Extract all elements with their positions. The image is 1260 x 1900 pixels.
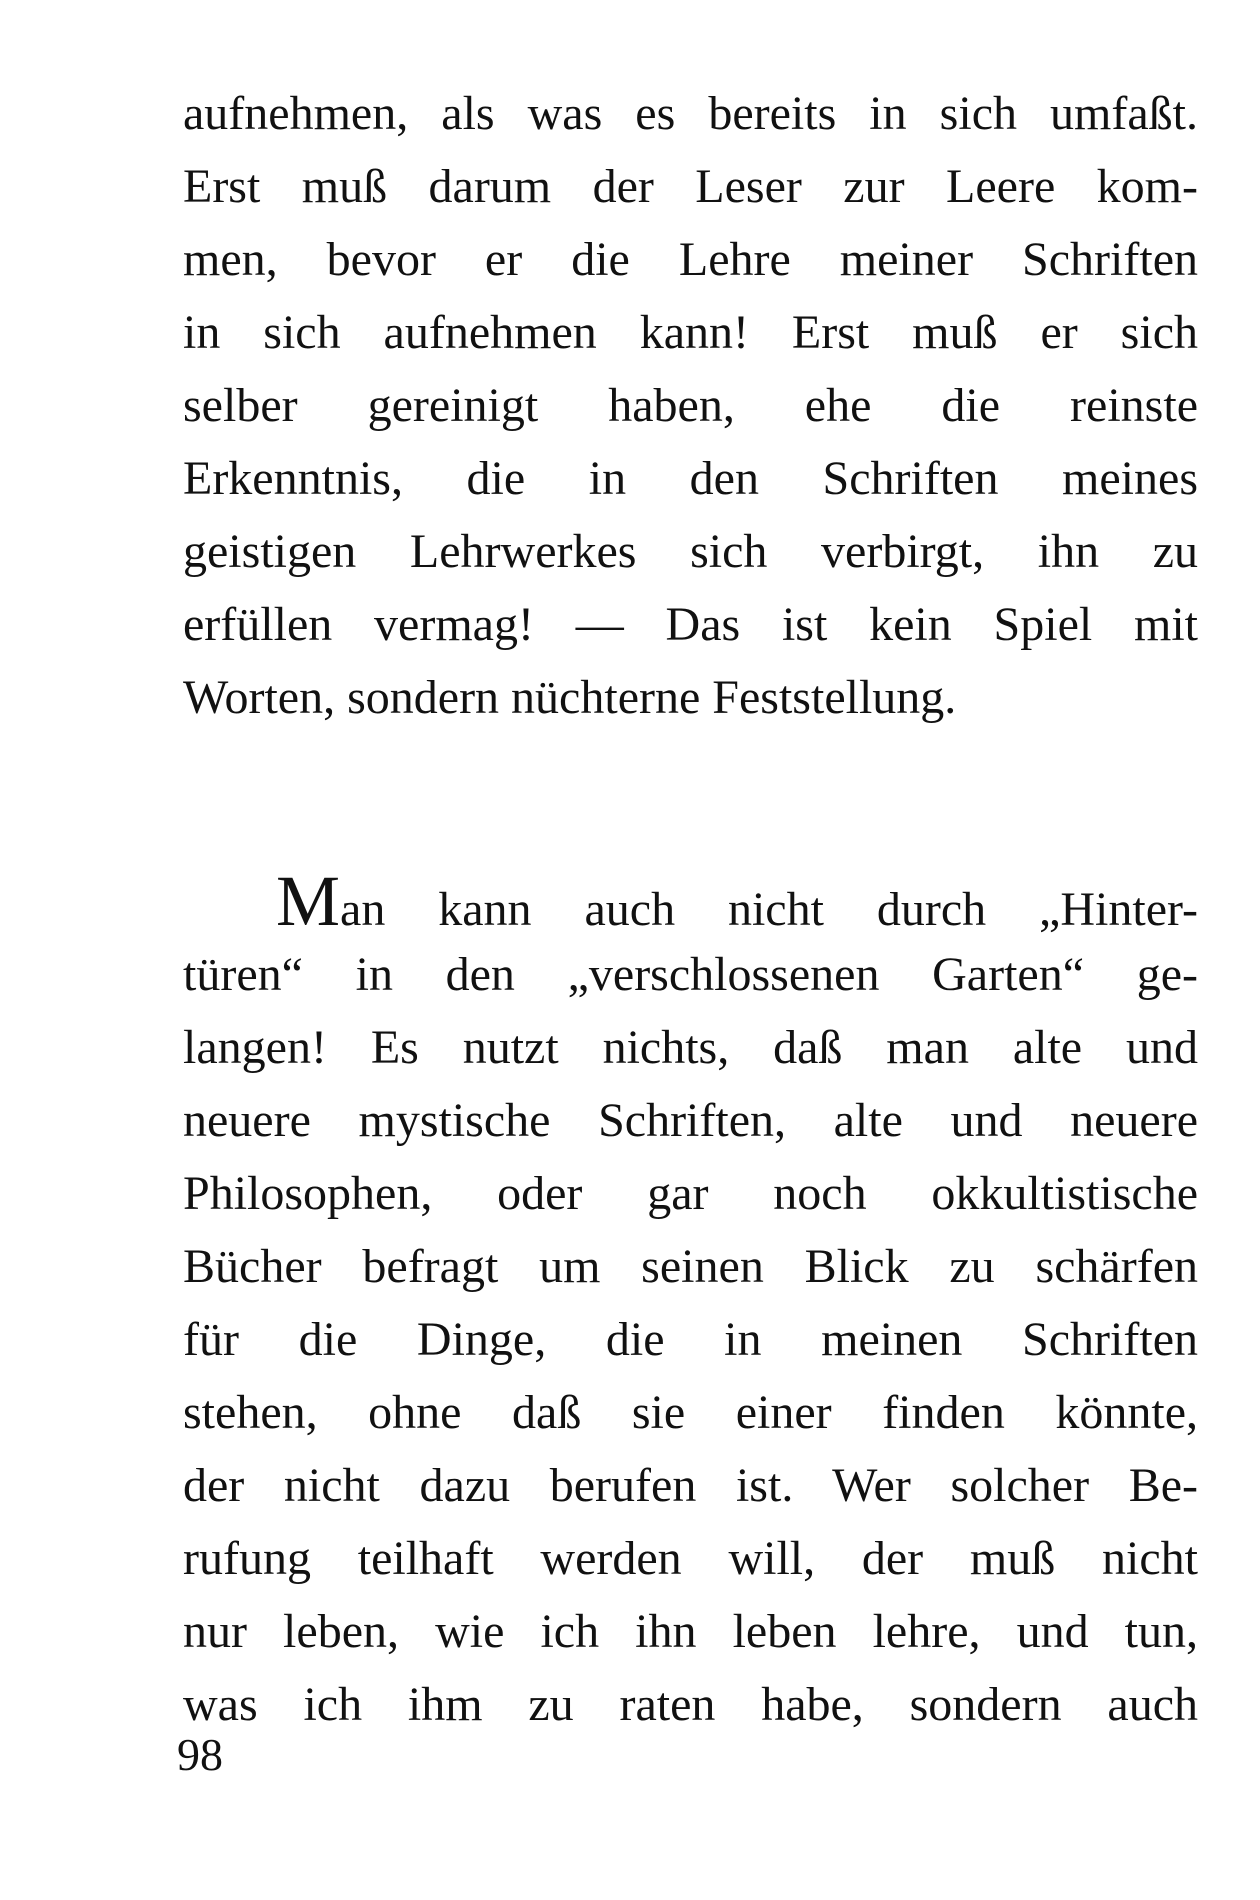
text-line: erfüllen vermag! — Das ist kein Spiel mit: [183, 598, 1198, 651]
text-line: rufung teilhaft werden will, der muß nicht: [183, 1532, 1198, 1585]
page-number: 98: [177, 1729, 223, 1780]
paragraph-1: [183, 77, 1198, 734]
first-text-line: [183, 861, 1198, 941]
text-line: stehen, ohne daß sie einer finden könnte,: [183, 1386, 1198, 1439]
first-line-rest: an kann auch nicht durch „Hinter-: [340, 883, 1198, 936]
text-line: Bücher befragt um seinen Blick zu schärfen: [183, 1240, 1198, 1293]
text-line: Philosophen, oder gar noch okkultistische: [183, 1167, 1198, 1220]
paragraph-2: [183, 861, 1198, 1741]
text-line: Worten, sondern nüchterne Feststellung.: [183, 671, 957, 724]
text-line: Erst muß darum der Leser zur Leere kom-: [183, 160, 1198, 213]
text-line: men, bevor er die Lehre meiner Schriften: [183, 233, 1198, 286]
text-line: der nicht dazu berufen ist. Wer solcher Be-: [183, 1459, 1198, 1512]
text-line: langen! Es nutzt nichts, daß man alte und: [183, 1021, 1198, 1074]
initial-letter: M: [276, 861, 341, 941]
text-line: Erkenntnis, die in den Schriften meines: [183, 452, 1198, 505]
text-line: neuere mystische Schriften, alte und neuere: [183, 1094, 1198, 1147]
text-line: in sich aufnehmen kann! Erst muß er sich: [183, 306, 1198, 359]
text-line: türen“ in den „verschlossenen Garten“ ge-: [183, 948, 1198, 1001]
text-line: nur leben, wie ich ihn leben lehre, und tun,: [183, 1605, 1198, 1658]
text-line: für die Dinge, die in meinen Schriften: [183, 1313, 1198, 1366]
text-line: selber gereinigt haben, ehe die reinste: [183, 379, 1198, 432]
text-line: was ich ihm zu raten habe, sondern auch: [183, 1678, 1198, 1731]
text-line: geistigen Lehrwerkes sich verbirgt, ihn zu: [183, 525, 1198, 578]
text-line: aufnehmen, als was es bereits in sich umfaßt.: [183, 87, 1198, 140]
